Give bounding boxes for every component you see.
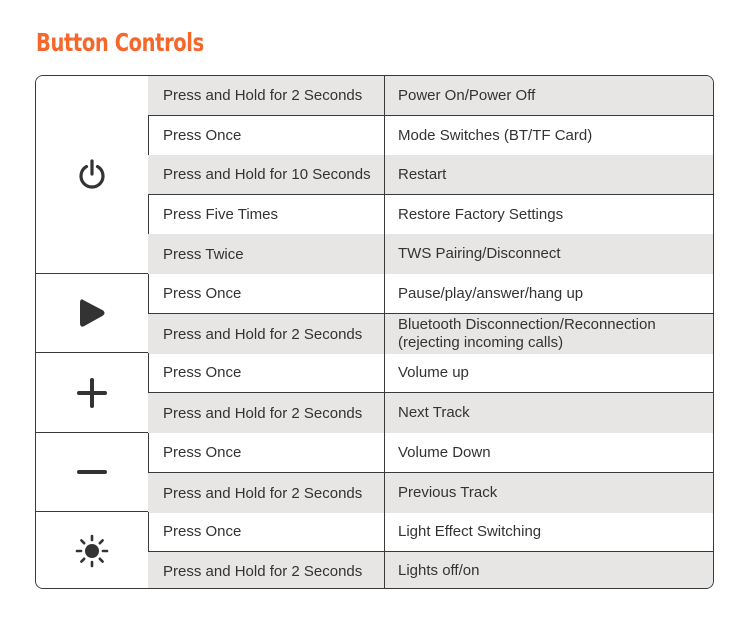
function-cell: Volume up xyxy=(398,363,469,381)
play-icon xyxy=(78,297,106,329)
table-row xyxy=(148,353,713,393)
function-cell: Lights off/on xyxy=(398,562,480,579)
function-cell: Bluetooth Disconnection/Reconnection (rejecting incoming calls) xyxy=(398,316,656,351)
minus-icon-cell xyxy=(36,433,149,511)
button-controls-table xyxy=(35,75,714,589)
function-cell: TWS Pairing/Disconnect xyxy=(398,245,561,262)
table-row xyxy=(148,433,713,473)
power-icon-cell xyxy=(36,76,149,273)
function-cell: Pause/play/answer/hang up xyxy=(398,284,584,302)
table-row xyxy=(148,512,713,552)
power-icon xyxy=(77,158,107,192)
action-cell: Press and Hold for 2 Seconds xyxy=(148,393,385,433)
light-icon xyxy=(75,534,109,568)
action-cell: Press and Hold for 10 Seconds xyxy=(148,155,385,194)
table-row xyxy=(148,552,713,589)
function-cell: Mode Switches (BT/TF Card) xyxy=(398,126,593,144)
action-cell: Press Once xyxy=(148,512,385,551)
page-title: Button Controls xyxy=(36,28,204,57)
table-row xyxy=(148,76,713,116)
function-cell: Restore Factory Settings xyxy=(398,205,564,223)
table-row xyxy=(148,155,713,195)
plus-icon-cell xyxy=(36,353,149,432)
action-cell: Press and Hold for 2 Seconds xyxy=(148,76,385,115)
table-row xyxy=(148,314,713,354)
action-cell: Press and Hold for 2 Seconds xyxy=(148,314,385,354)
minus-icon xyxy=(76,467,108,477)
action-cell: Press Once xyxy=(148,274,385,313)
function-cell: Power On/Power Off xyxy=(398,86,536,104)
play-icon-cell xyxy=(36,274,149,352)
table-row xyxy=(148,234,713,274)
function-cell: Light Effect Switching xyxy=(398,522,542,540)
light-button-group xyxy=(36,512,713,589)
action-cell: Press Five Times xyxy=(148,195,385,234)
action-cell: Press and Hold for 2 Seconds xyxy=(148,473,385,513)
light-icon-cell xyxy=(36,512,149,589)
action-cell: Press Twice xyxy=(148,234,385,274)
action-cell: Press and Hold for 2 Seconds xyxy=(148,552,385,589)
table-row xyxy=(148,393,713,433)
function-cell: Previous Track xyxy=(398,484,498,501)
table-row xyxy=(148,116,713,156)
table-row xyxy=(148,274,713,314)
action-cell: Press Once xyxy=(148,116,385,155)
volume-down-button-group xyxy=(36,433,713,512)
function-cell: Next Track xyxy=(398,404,470,421)
volume-up-button-group xyxy=(36,353,713,433)
function-cell: Volume Down xyxy=(398,443,491,461)
table-row xyxy=(148,473,713,513)
play-button-group xyxy=(36,274,713,353)
function-cell: Restart xyxy=(398,165,447,183)
action-cell: Press Once xyxy=(148,353,385,392)
power-button-group xyxy=(36,76,713,274)
action-cell: Press Once xyxy=(148,433,385,472)
table-row xyxy=(148,195,713,235)
plus-icon xyxy=(76,377,108,409)
